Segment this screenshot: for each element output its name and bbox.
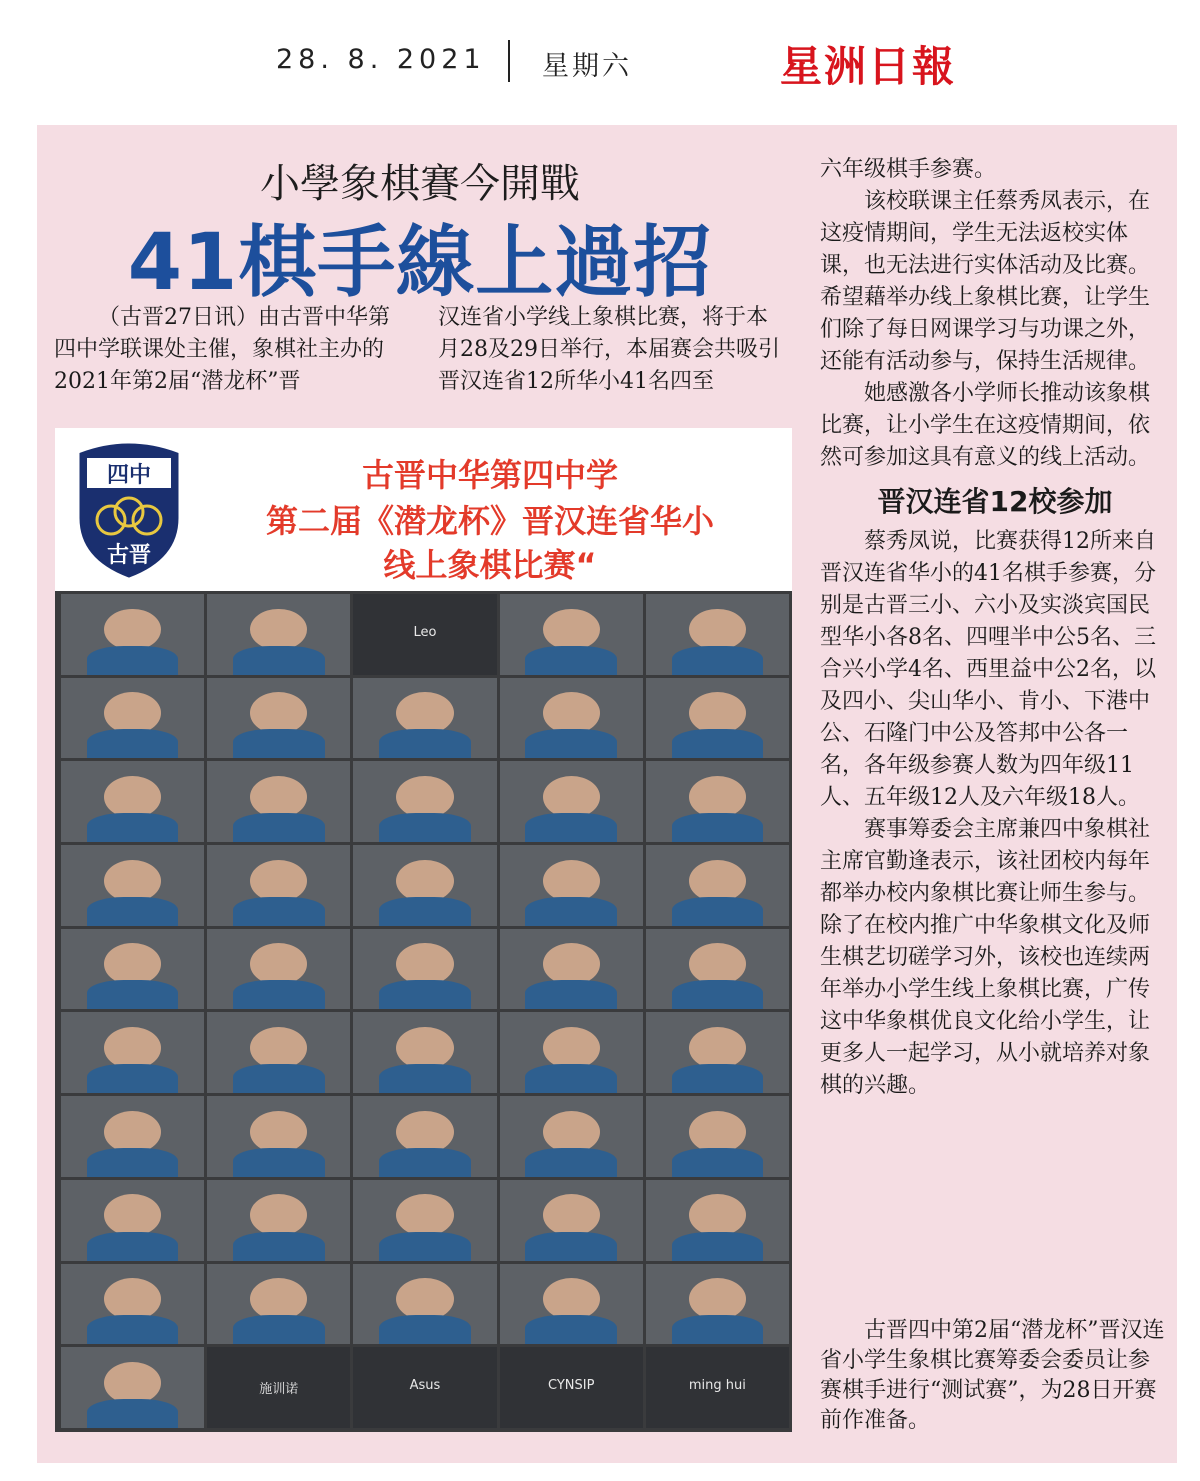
header-divider	[508, 40, 510, 82]
participant-tile	[207, 929, 350, 1010]
crest-top-text: 四中	[106, 463, 152, 488]
participant-tile	[353, 1264, 496, 1345]
participant-tile	[500, 1180, 643, 1261]
participant-tile	[353, 929, 496, 1010]
paragraph: 汉连省小学线上象棋比赛，将于本月28及29日举行，本届赛会共吸引晋汉连省12所华小41名四至	[438, 305, 780, 394]
participant-tile	[646, 1012, 789, 1093]
banner-line-2: 第二届《潜龙杯》晋汉连省华小	[265, 502, 714, 540]
paragraph: 她感激各小学师长推动该象棋比赛，让小学生在这疫情期间，依然可参加这具有意义的线上活动。	[820, 381, 1151, 470]
photo-caption	[820, 1316, 1170, 1436]
banner-line-3: 线上象棋比赛“	[383, 546, 597, 584]
participant-tile	[500, 678, 643, 759]
participant-tile	[353, 594, 496, 675]
participant-tile	[61, 1012, 204, 1093]
participant-tile	[500, 594, 643, 675]
participant-tile	[353, 1012, 496, 1093]
school-crest-icon	[75, 440, 183, 580]
participant-tile	[207, 678, 350, 759]
participant-tile	[500, 761, 643, 842]
paragraph: 蔡秀凤说，比赛获得12所来自晋汉连省华小的41名棋手参赛，分别是古晋三小、六小及实淡宾国民型华小各8名、四哩半中公5名、三合兴小学4名、西里益中公2名，以及四小、尖山华小、肯小、下港中公、石隆门中公及答邦中公各一名，各年级参赛人数为四年级11人、五年级12人及六年级18人。	[820, 529, 1156, 810]
participant-tile	[61, 1264, 204, 1345]
participant-tile	[207, 1180, 350, 1261]
participant-grid	[61, 594, 789, 1428]
participant-tile	[353, 678, 496, 759]
participant-tile	[500, 1096, 643, 1177]
caption-text: 古晋四中第2届“潜龙杯”晋汉连省小学生象棋比赛筹委会委员让参赛棋手进行“测试赛”，为28日开赛前作准备。	[820, 1318, 1165, 1433]
section-subhead: 晋汉连省12校参加	[877, 485, 1113, 518]
participant-tile	[61, 1096, 204, 1177]
participant-name: Asus	[409, 1377, 441, 1393]
article-column-2	[438, 302, 788, 398]
participant-tile	[500, 1264, 643, 1345]
participant-tile	[207, 1264, 350, 1345]
participant-tile	[646, 929, 789, 1010]
participant-tile	[500, 929, 643, 1010]
participant-tile	[207, 594, 350, 675]
participant-tile	[646, 594, 789, 675]
participant-tile	[207, 761, 350, 842]
issue-date: 28. 8. 2021	[276, 44, 486, 75]
participant-tile	[353, 845, 496, 926]
paragraph: 六年级棋手参赛。	[820, 157, 997, 182]
participant-tile	[646, 761, 789, 842]
participant-tile	[646, 1347, 789, 1428]
participant-tile	[207, 845, 350, 926]
participant-tile	[353, 1180, 496, 1261]
participant-tile	[207, 1096, 350, 1177]
participant-tile	[207, 1347, 350, 1428]
participant-name: ming hui	[688, 1377, 746, 1393]
participant-tile	[61, 594, 204, 675]
participant-tile	[61, 845, 204, 926]
article-column-3	[820, 154, 1170, 1102]
participant-tile	[353, 761, 496, 842]
participant-name: Leo	[413, 624, 437, 640]
participant-tile	[61, 1180, 204, 1261]
event-banner	[55, 428, 792, 591]
article-column-1	[54, 302, 404, 398]
participant-tile	[500, 1347, 643, 1428]
participant-tile	[646, 1096, 789, 1177]
participant-tile	[646, 845, 789, 926]
participant-tile	[646, 1264, 789, 1345]
participant-name: 施训诺	[259, 1381, 299, 1397]
participant-tile	[500, 1012, 643, 1093]
video-call-photo	[55, 428, 792, 1432]
paragraph: 赛事筹委会主席兼四中象棋社主席官勤逢表示，该社团校内每年都举办校内象棋比赛让师生参与。除了在校内推广中华象棋文化及师生棋艺切磋学习外，该校也连续两年举办小学生线上象棋比赛，广传这中华象棋优良文化给小学生，让更多人一起学习，从小就培养对象棋的兴趣。	[820, 817, 1151, 1098]
participant-tile	[646, 1180, 789, 1261]
participant-tile	[61, 929, 204, 1010]
paragraph: （古晋27日讯）由古晋中华第四中学联课处主催，象棋社主办的2021年第2届“潜龙杯”晋	[54, 305, 390, 394]
crest-bottom-text: 古晋	[106, 543, 152, 568]
participant-tile	[61, 761, 204, 842]
paragraph: 该校联课主任蔡秀凤表示，在这疫情期间，学生无法返校实体课，也无法进行实体活动及比赛。希望藉举办线上象棋比赛，让学生们除了每日网课学习与功课之外，还能有活动参与，保持生活规律。	[820, 189, 1151, 374]
headline-main: 41棋手線上過招	[127, 218, 713, 308]
participant-tile	[61, 678, 204, 759]
issue-weekday: 星期六	[542, 51, 632, 82]
participant-tile	[353, 1347, 496, 1428]
participant-tile	[646, 678, 789, 759]
newspaper-logo: 星洲日報	[780, 42, 957, 91]
participant-tile	[353, 1096, 496, 1177]
headline-kicker: 小學象棋賽今開戰	[260, 161, 580, 207]
participant-tile	[207, 1012, 350, 1093]
participant-tile	[500, 845, 643, 926]
banner-line-1: 古晋中华第四中学	[361, 456, 618, 494]
participant-name: CYNSIP	[547, 1377, 595, 1393]
participant-tile	[61, 1347, 204, 1428]
